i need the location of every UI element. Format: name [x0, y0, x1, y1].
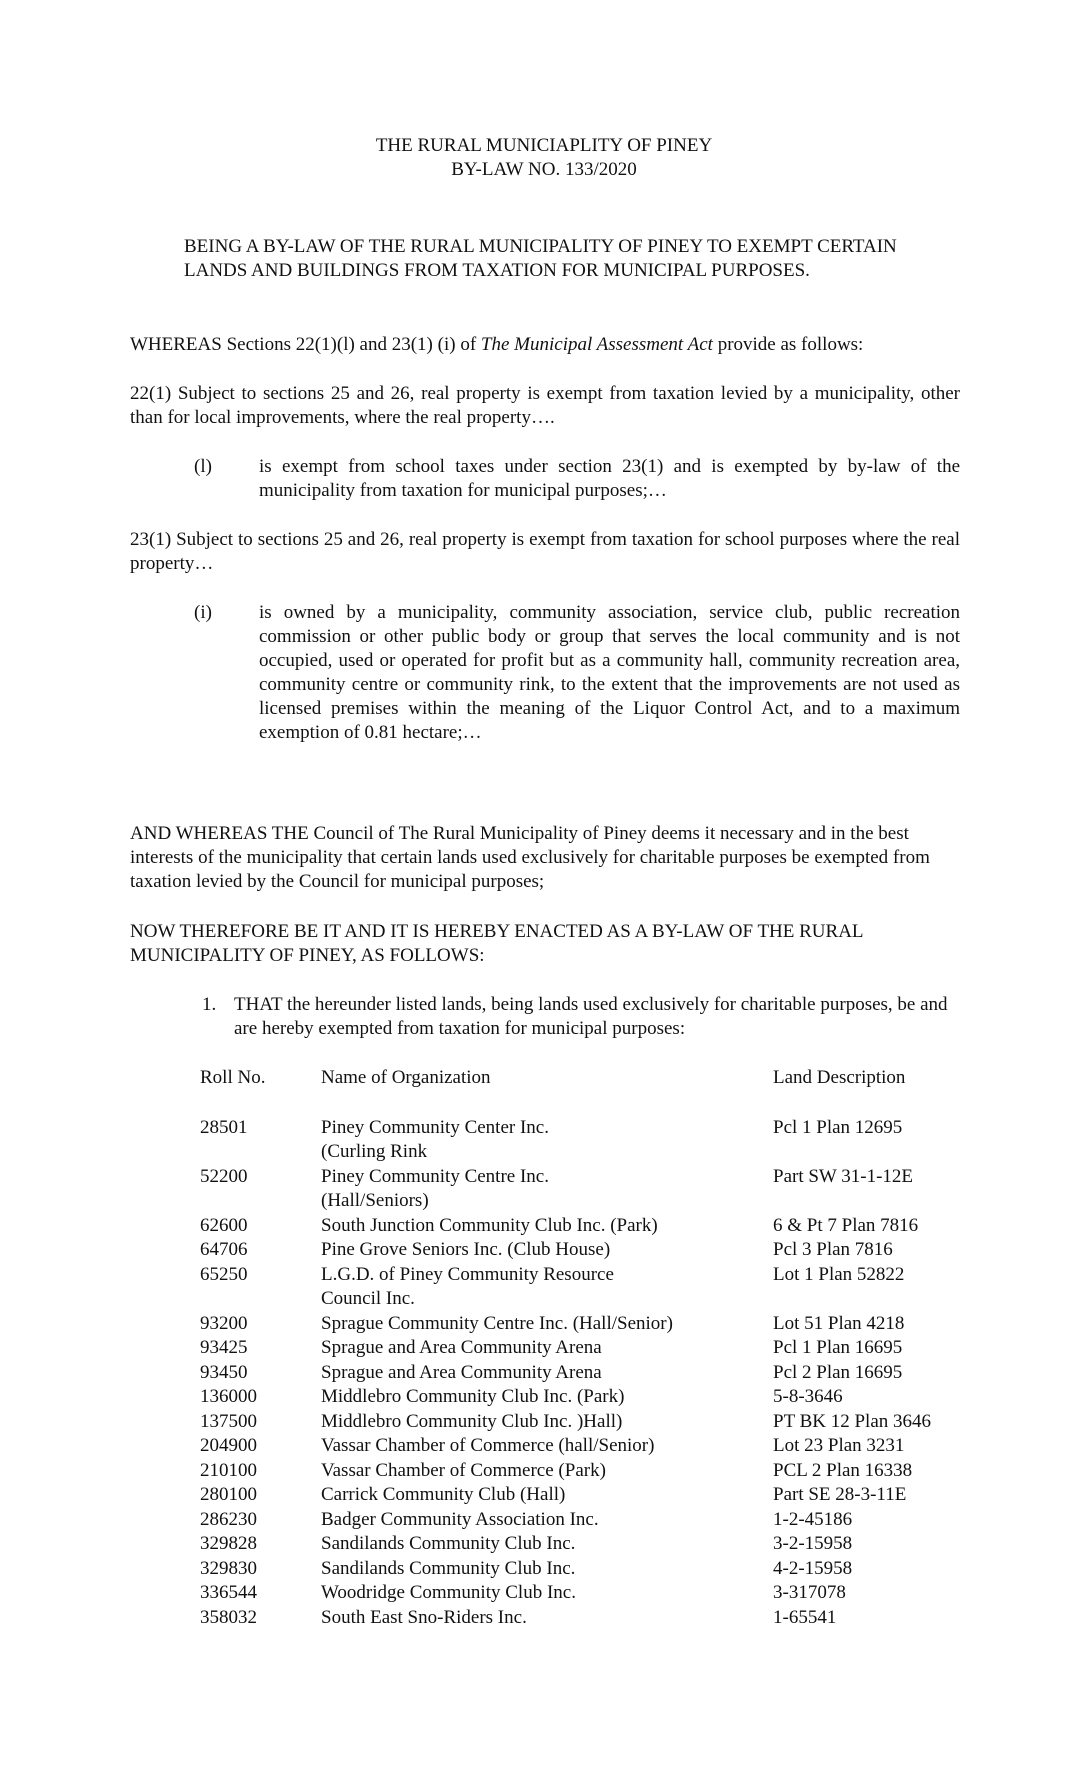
- table-row: [200, 1606, 973, 1631]
- header-roll-no: Roll No.: [200, 1067, 266, 1088]
- organization-cell: [321, 1581, 773, 1606]
- roll-number: 52200: [200, 1165, 248, 1187]
- organization-cell: [321, 1336, 773, 1361]
- act-title: The Municipal Assessment Act: [480, 334, 713, 355]
- roll-number: 329830: [200, 1557, 257, 1579]
- organization-name: Sprague Community Centre Inc. (Hall/Senior): [321, 1312, 673, 1334]
- land-description: Pcl 3 Plan 7816: [773, 1239, 893, 1260]
- whereas-clause: [130, 333, 960, 357]
- bylaw-number: BY-LAW NO. 133/2020: [451, 159, 637, 180]
- municipality-title: THE RURAL MUNICIAPLITY OF PINEY: [375, 135, 713, 156]
- land-description: Part SE 28-3-11E: [773, 1484, 907, 1505]
- roll-number: 358032: [200, 1606, 257, 1628]
- table-row: [200, 1532, 973, 1557]
- roll-number: 93425: [200, 1337, 248, 1358]
- organization-name: Sandilands Community Club Inc.: [321, 1557, 576, 1579]
- organization-name: Middlebro Community Club Inc. (Park): [321, 1386, 625, 1407]
- table-row: [200, 1263, 973, 1312]
- roll-number: 280100: [200, 1484, 257, 1505]
- land-description: 3-2-15958: [773, 1533, 853, 1554]
- land-description: Lot 1 Plan 52822: [773, 1263, 905, 1285]
- table-row: [200, 1459, 973, 1484]
- table-row: [200, 1214, 973, 1239]
- organization-name-continued: (Curling Rink: [321, 1141, 428, 1162]
- whereas-suffix: provide as follows:: [712, 334, 864, 355]
- land-description: Lot 51 Plan 4218: [773, 1312, 905, 1334]
- organization-cell: [321, 1214, 773, 1239]
- roll-number: 93450: [200, 1361, 248, 1383]
- organization-name: Carrick Community Club (Hall): [321, 1484, 566, 1505]
- land-description: 3-317078: [773, 1582, 846, 1603]
- land-description: 5-8-3646: [773, 1386, 843, 1407]
- organization-cell: [321, 1385, 773, 1410]
- organization-name: Sandilands Community Club Inc.: [321, 1533, 576, 1554]
- organization-cell: [321, 1312, 773, 1337]
- table-row: [200, 1434, 973, 1459]
- header-organization: Name of Organization: [321, 1067, 491, 1088]
- table-row: [200, 1116, 973, 1165]
- whereas-prefix: WHEREAS Sections 22(1)(l) and 23(1) (i) of: [130, 334, 481, 355]
- organization-name: Woodridge Community Club Inc.: [321, 1582, 576, 1603]
- land-description: 1-2-45186: [773, 1508, 853, 1530]
- organization-name: Badger Community Association Inc.: [321, 1508, 599, 1530]
- table-row: [200, 1385, 973, 1410]
- organization-name: Pine Grove Seniors Inc. (Club House): [321, 1239, 611, 1260]
- roll-number: 286230: [200, 1508, 257, 1530]
- organization-cell: [321, 1532, 773, 1557]
- organization-name-continued: (Hall/Seniors): [321, 1190, 429, 1211]
- organization-cell: [321, 1165, 773, 1214]
- item-text: THAT the hereunder listed lands, being lands used exclusively for charitable purposes, be and are hereby exempted from taxation for municipal purposes:: [234, 994, 948, 1039]
- organization-cell: [321, 1459, 773, 1484]
- land-description: 4-2-15958: [773, 1557, 853, 1579]
- roll-number: 136000: [200, 1386, 257, 1407]
- section-22-item-text: is exempt from school taxes under section 23(1) and is exempted by by-law of the municipality from taxation for municipal purposes;…: [259, 456, 960, 501]
- organization-cell: [321, 1263, 773, 1312]
- enactment-clause: NOW THEREFORE BE IT AND IT IS HEREBY ENACTED AS A BY-LAW OF THE RURAL MUNICIPALITY OF PINEY, AS FOLLOWS:: [130, 921, 863, 966]
- organization-cell: [321, 1238, 773, 1263]
- roll-number: 64706: [200, 1239, 248, 1260]
- organization-cell: [321, 1116, 773, 1165]
- table-row: [200, 1410, 973, 1435]
- table-row: [200, 1361, 973, 1386]
- organization-name: L.G.D. of Piney Community Resource: [321, 1263, 614, 1285]
- roll-number: 329828: [200, 1533, 257, 1554]
- item-number: 1.: [202, 994, 217, 1015]
- table-row: [200, 1336, 973, 1361]
- roll-number: 210100: [200, 1459, 257, 1481]
- and-whereas-clause: AND WHEREAS THE Council of The Rural Municipality of Piney deems it necessary and in the best interests of the municipality that certain lands used exclusively for charitable purposes be exempted from taxation levied by the Council for municipal purposes;: [130, 823, 930, 892]
- land-description: 6 & Pt 7 Plan 7816: [773, 1214, 919, 1236]
- organization-name: Sprague and Area Community Arena: [321, 1361, 602, 1383]
- organization-name-continued: Council Inc.: [321, 1288, 415, 1309]
- organization-cell: [321, 1606, 773, 1631]
- roll-number: 62600: [200, 1214, 248, 1236]
- bylaw-purpose: BEING A BY-LAW OF THE RURAL MUNICIPALITY OF PINEY TO EXEMPT CERTAIN LANDS AND BUILDINGS FROM TAXATION FOR MUNICIPAL PURPOSES.: [184, 236, 897, 281]
- organization-name: Piney Community Center Inc.: [321, 1116, 549, 1138]
- roll-number: 137500: [200, 1410, 257, 1432]
- organization-cell: [321, 1508, 773, 1533]
- section-22-item-label: (l): [194, 456, 212, 477]
- land-description: Pcl 2 Plan 16695: [773, 1361, 903, 1383]
- organization-name: South Junction Community Club Inc. (Park): [321, 1214, 658, 1236]
- header-land-description: Land Description: [773, 1067, 906, 1088]
- section-23-intro: 23(1) Subject to sections 25 and 26, real property is exempt from taxation for school purposes where the real property…: [130, 529, 960, 574]
- land-description: Pcl 1 Plan 12695: [773, 1116, 903, 1138]
- roll-number: 65250: [200, 1263, 248, 1285]
- organization-name: Sprague and Area Community Arena: [321, 1337, 602, 1358]
- roll-number: 28501: [200, 1116, 248, 1138]
- organization-cell: [321, 1361, 773, 1386]
- land-description: Lot 23 Plan 3231: [773, 1435, 905, 1456]
- section-23-item-text: is owned by a municipality, community association, service club, public recreation commission or other public body or group that serves the local community and is not occupied, used or operated for profit but as a community hall, community recreation area, community centre or community rink, to the extent that the improvements are not used as licensed premises within the meaning of the Liquor Control Act, and to a maximum exemption of 0.81 hectare;…: [259, 602, 960, 743]
- table-row: [200, 1165, 973, 1214]
- roll-number: 204900: [200, 1435, 257, 1456]
- organization-name: South East Sno-Riders Inc.: [321, 1606, 527, 1628]
- table-row: [200, 1508, 973, 1533]
- roll-number: 93200: [200, 1312, 248, 1334]
- land-description: PCL 2 Plan 16338: [773, 1459, 913, 1481]
- table-row: [200, 1483, 973, 1508]
- organization-cell: [321, 1557, 773, 1582]
- organization-name: Middlebro Community Club Inc. )Hall): [321, 1410, 623, 1432]
- table-row: [200, 1557, 973, 1582]
- table-row: [200, 1238, 973, 1263]
- organization-name: Vassar Chamber of Commerce (hall/Senior): [321, 1435, 655, 1456]
- roll-number: 336544: [200, 1582, 257, 1603]
- land-description: Part SW 31-1-12E: [773, 1165, 914, 1187]
- land-description: 1-65541: [773, 1606, 837, 1628]
- land-description: Pcl 1 Plan 16695: [773, 1337, 903, 1358]
- section-23-item-label: (i): [194, 602, 212, 623]
- organization-name: Vassar Chamber of Commerce (Park): [321, 1459, 606, 1481]
- exempt-lands-table: [200, 1066, 973, 1630]
- section-22-intro: 22(1) Subject to sections 25 and 26, real property is exempt from taxation levied by a municipality, other than for local improvements, where the real property….: [130, 383, 960, 428]
- land-description: PT BK 12 Plan 3646: [773, 1410, 932, 1432]
- organization-cell: [321, 1434, 773, 1459]
- table-row: [200, 1581, 973, 1606]
- table-header-row: [200, 1066, 973, 1116]
- organization-cell: [321, 1410, 773, 1435]
- organization-cell: [321, 1483, 773, 1508]
- table-row: [200, 1312, 973, 1337]
- organization-name: Piney Community Centre Inc.: [321, 1165, 549, 1187]
